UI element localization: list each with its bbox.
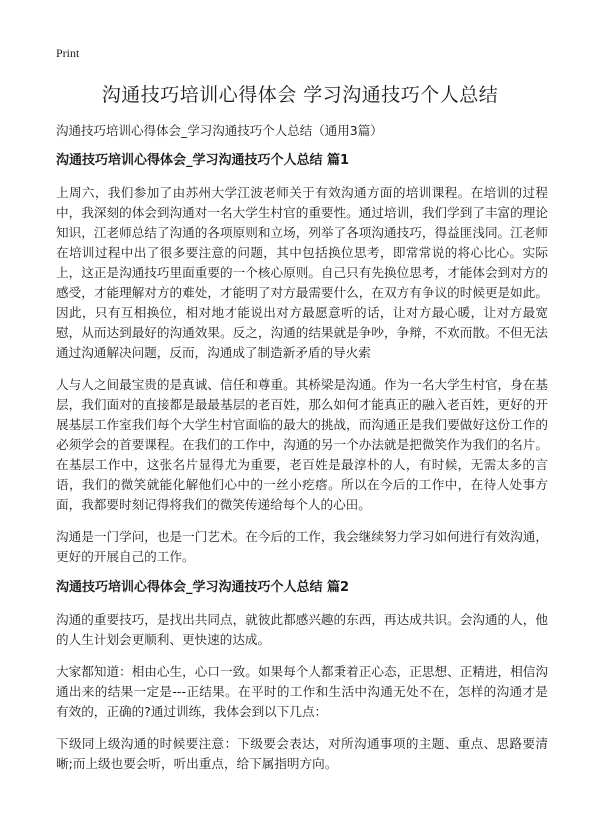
paragraph: 上周六，我们参加了由苏州大学江波老师关于有效沟通方面的培训课程。在培训的过程中，我深刻的体会到沟通对一名大学生村官的重要性。通过培训，我们学到了丰富的理论知识，江老师总结了沟通的各项原则和立场，列举了各项沟通技巧，得益匪浅同。江老师在培训过程中出了很多要注意的问题，其中包括换位思考，即常常说的将心比心。实际上，这正是沟通技巧里面重要的一个核心原则。自己只有先换位思考，才能体会到对方的感受，才能理解对方的难处，才能明了对方最需要什么，在双方有争议的时候更是如此。因此，只有互相换位，相对地才能说出对方最愿意听的话，让对方最心暖，让对方最宽慰，从而达到最好的沟通效果。反之，沟通的结果就是争吵，争辩，不欢而散。不但无法通过沟通解决问题，反而，沟通成了制造新矛盾的导火索: [56, 185, 548, 360]
section-heading: 沟通技巧培训心得体会_学习沟通技巧个人总结 篇2: [56, 580, 350, 595]
article-body: [56, 152, 548, 786]
print-link[interactable]: Print: [56, 46, 80, 60]
page-title: 沟通技巧培训心得体会 学习沟通技巧个人总结: [101, 84, 499, 106]
document-subtitle: 沟通技巧培训心得体会_学习沟通技巧个人总结（通用3篇）: [56, 123, 383, 138]
section-1: [56, 152, 548, 567]
paragraph: 下级同上级沟通的时候要注意：下级要会表达，对所沟通事项的主题、重点、思路要清晰;而上级也要会听，听出重点，给下属指明方向。: [56, 736, 548, 771]
paragraph: 大家都知道：相由心生，心口一致。如果每个人都秉着正心态，正思想、正精进，相信沟通出来的结果一定是---正结果。在平时的工作和生活中沟通无处不在，怎样的沟通才是有效的，正确的?通过训练，我体会到以下几点：: [56, 664, 548, 719]
paragraph: 沟通的重要技巧，是找出共同点，就彼此都感兴趣的东西，再达成共识。会沟通的人，他的人生计划会更顺利、更快速的达成。: [56, 612, 548, 647]
section-2: [56, 579, 548, 774]
section-heading: 沟通技巧培训心得体会_学习沟通技巧个人总结 篇1: [56, 153, 350, 168]
paragraph: 沟通是一门学问，也是一门艺术。在今后的工作，我会继续努力学习如何进行有效沟通，更好的开展自己的工作。: [56, 529, 548, 564]
paragraph: 人与人之间最宝贵的是真诚、信任和尊重。其桥梁是沟通。作为一名大学生村官，身在基层，我们面对的直接都是最最基层的老百姓，那么如何才能真正的融入老百姓，更好的开展基层工作室我们每个大学生村官面临的最大的挑战，而沟通正是我们要做好这份工作的必须学会的首要课程。在我们的工作中，沟通的另一个办法就是把微笑作为我们的名片。在基层工作中，这张名片显得尤为重要，老百姓是最淳朴的人，有时候，无需太多的言语，我们的微笑就能化解他们心中的一丝小疙瘩。所以在今后的工作中，在待人处事方面，我都要时刻记得将我们的微笑传递给每个人的心田。: [56, 377, 548, 512]
